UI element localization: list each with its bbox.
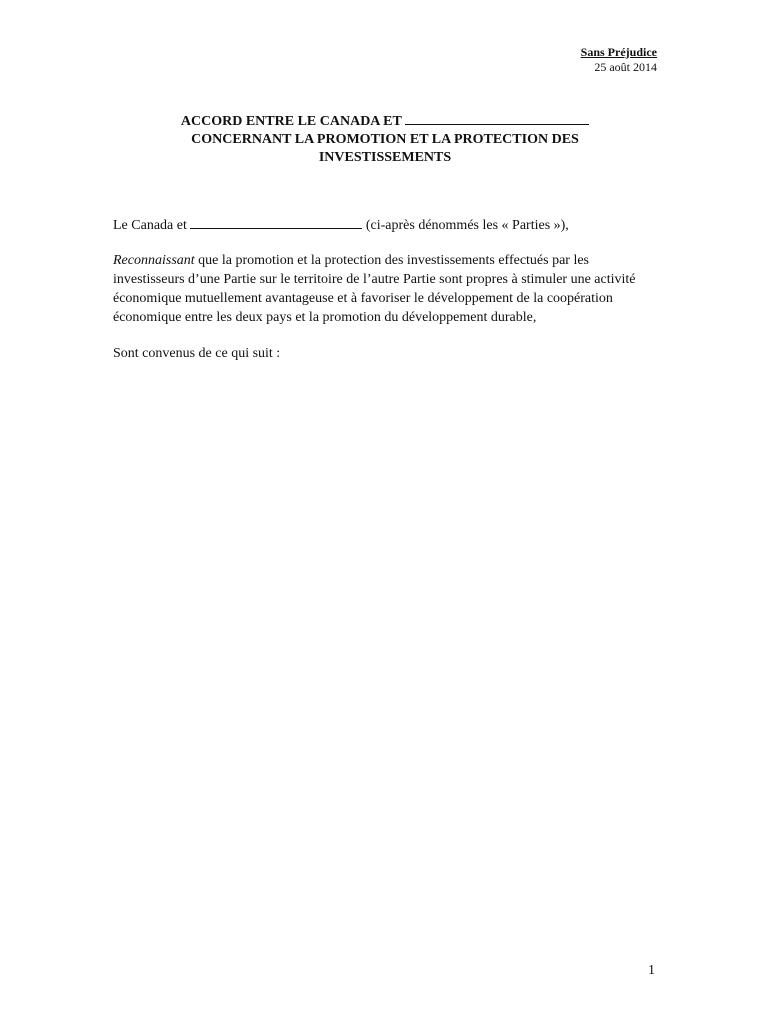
title-line-1 [160, 112, 610, 131]
title-line-2: CONCERNANT LA PROMOTION ET LA PROTECTION DES [191, 132, 579, 147]
document-status-label: Sans Préjudice [580, 45, 657, 59]
recognizing-lead: Reconnaissant [113, 253, 195, 268]
document-header [581, 45, 657, 75]
agreed-paragraph: Sont convenus de ce qui suit : [113, 346, 281, 361]
parties-prefix: Le Canada et [113, 218, 187, 233]
title-party-blank [405, 112, 589, 125]
recognizing-text: que la promotion et la protection des investissements effectués par les investisseurs d’une Partie sur le territoire de l’autre Partie sont propres à stimuler une activité économique mutuellement avantageuse et à favoriser le développement de la coopération économique entre les deux pays et la promotion du développement durable, [113, 253, 636, 325]
title-line-1-text: ACCORD ENTRE LE CANADA ET [180, 114, 402, 129]
title-line-3: INVESTISSEMENTS [318, 150, 452, 165]
parties-blank [190, 216, 362, 229]
recognizing-paragraph [113, 251, 658, 327]
page-number: 1 [648, 963, 655, 978]
parties-paragraph [113, 216, 658, 235]
document-date: 25 août 2014 [594, 60, 657, 74]
agreement-title [160, 112, 610, 167]
parties-suffix: (ci-après dénommés les « Parties »), [365, 218, 569, 233]
